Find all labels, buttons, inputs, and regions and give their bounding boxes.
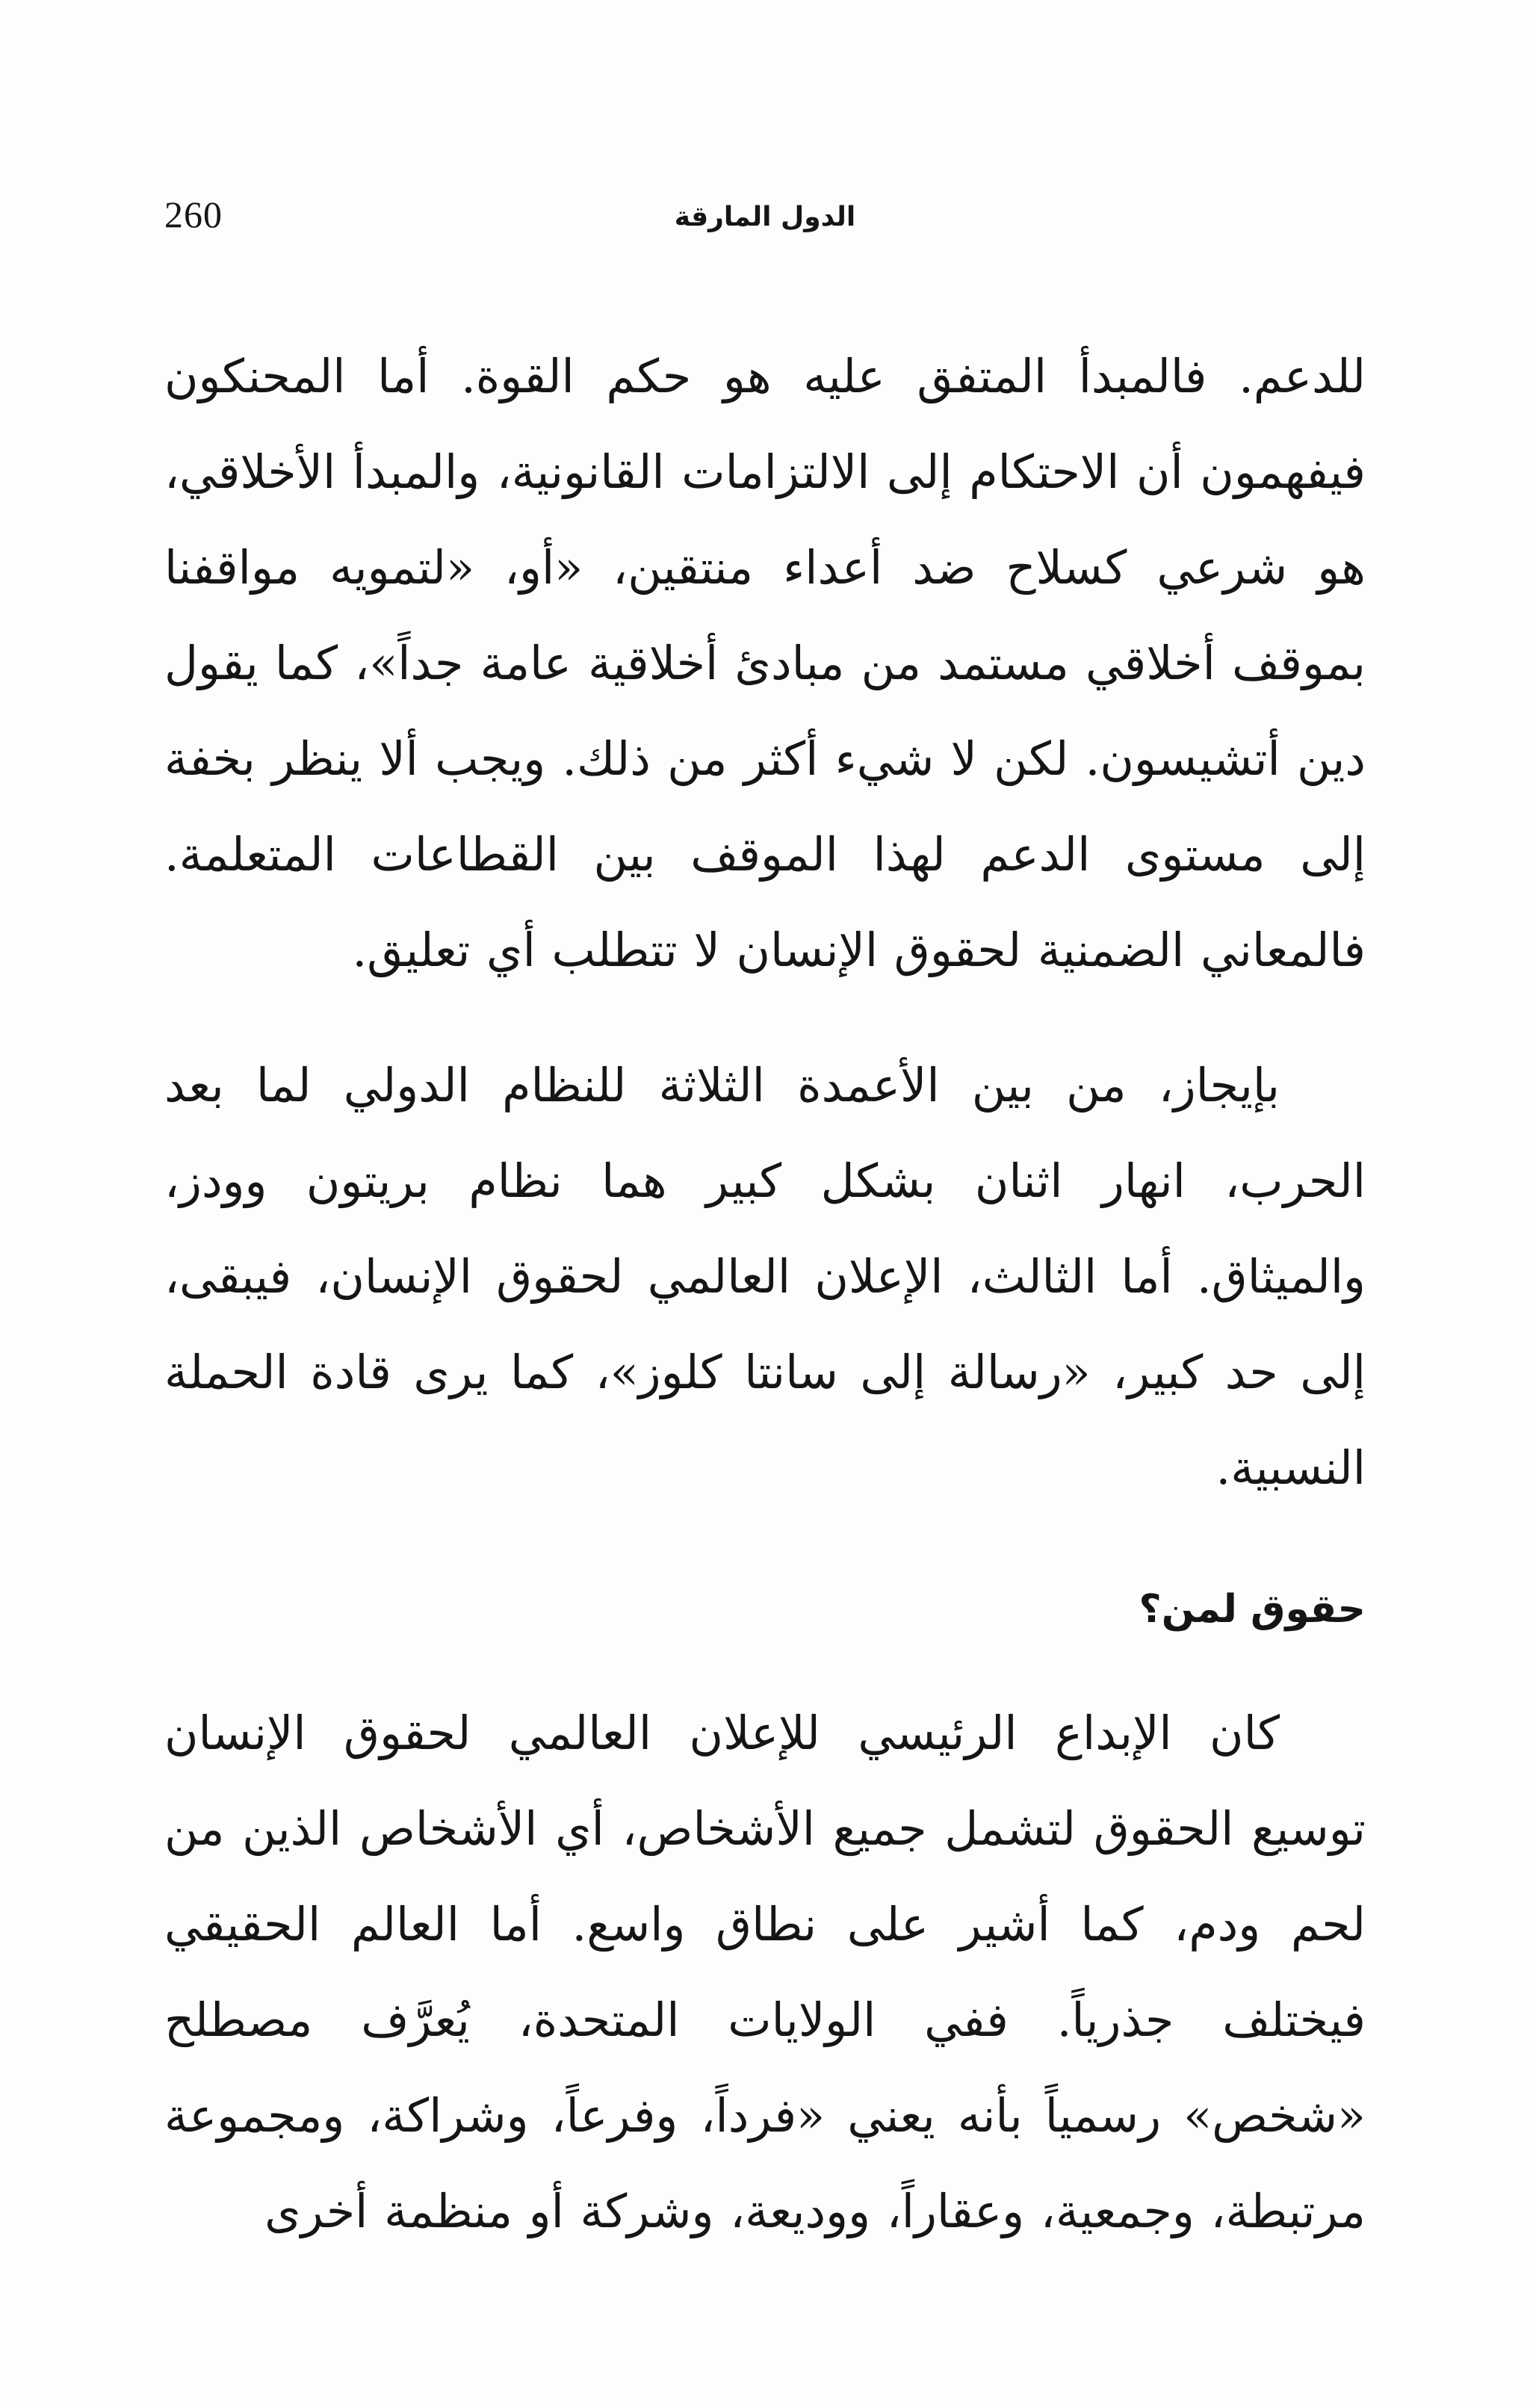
paragraph-1: للدعم. فالمبدأ المتفق عليه هو حكم القوة. أما المحنكون فيفهمون أن الاحتكام إلى الالتزامات القانونية، والمبدأ الأخلاقي، هو شرعي كسلاح ضد أعداء منتقين، «أو، «لتمويه مواقفنا بموقف أخلاقي مستمد من مبادئ أخلاقية عامة جداً»، كما يقول دين أتشيسون. لكن لا شيء أكثر من ذلك. ويجب ألا ينظر بخفة إلى مستوى الدعم لهذا الموقف بين القطاعات المتعلمة. فالمعاني الضمنية لحقوق الإنسان لا تتطلب أي تعليق. [164,349,1366,977]
page-header [164,193,1366,253]
paragraph-2: بإيجاز، من بين الأعمدة الثلاثة للنظام الدولي لما بعد الحرب، انهار اثنان بشكل كبير هما نظام بريتون وودز، والميثاق. أما الثالث، الإعلان العالمي لحقوق الإنسان، فيبقى، إلى حد كبير، «رسالة إلى سانتا كلوز»، كما يرى قادة الحملة النسبية. [164,1058,1366,1495]
section-heading: حقوق لمن؟ [1139,1587,1366,1632]
page-number: 260 [164,194,223,235]
running-title: الدول المارقة [674,202,856,232]
body-text [164,329,1366,2259]
paragraph-3: كان الإبداع الرئيسي للإعلان العالمي لحقوق الإنسان توسيع الحقوق لتشمل جميع الأشخاص، أي الأشخاص الذين من لحم ودم، كما أشير على نطاق واسع. أما العالم الحقيقي فيختلف جذرياً. ففي الولايات المتحدة، يُعرَّف مصطلح «شخص» رسمياً بأنه يعني «فرداً، وفرعاً، وشراكة، ومجموعة مرتبطة، وجمعية، وعقاراً، ووديعة، وشركة أو منظمة أخرى [164,1706,1366,2238]
